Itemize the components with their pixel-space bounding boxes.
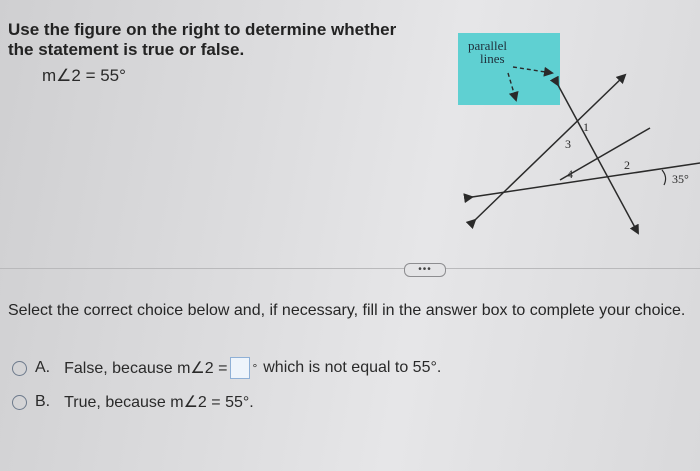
statement-text: m∠2 = 55° bbox=[42, 66, 126, 85]
degree-symbol: ° bbox=[252, 361, 258, 375]
answer-input-box[interactable] bbox=[230, 357, 250, 379]
question-prompt: Use the figure on the right to determine whether the statement is true or false. bbox=[8, 20, 397, 59]
radio-choice-b[interactable] bbox=[12, 395, 27, 410]
more-button[interactable]: ••• bbox=[404, 263, 446, 277]
angle-label-3: 3 bbox=[565, 137, 571, 151]
angle-label-4: 4 bbox=[567, 167, 573, 181]
given-angle-arc bbox=[662, 170, 666, 185]
angle-label-2: 2 bbox=[624, 158, 630, 172]
given-angle-label: 35° bbox=[672, 172, 689, 186]
parallel-label-line1: parallel bbox=[468, 38, 507, 53]
choice-a-text-before: False, because m∠2 = bbox=[64, 360, 228, 377]
angle-label-1: 1 bbox=[583, 120, 589, 134]
choice-b-text: True, because m∠2 = 55°. bbox=[64, 394, 254, 411]
choice-a[interactable] bbox=[12, 357, 441, 379]
parallel-label-line2: lines bbox=[480, 51, 505, 66]
choice-a-text-after: which is not equal to 55°. bbox=[263, 359, 442, 376]
geometry-figure bbox=[450, 25, 700, 250]
choice-b-letter: B. bbox=[35, 393, 51, 410]
choice-a-letter: A. bbox=[35, 359, 51, 376]
instruction-text: Select the correct choice below and, if necessary, fill in the answer box to complete your choice. bbox=[8, 302, 686, 319]
choice-b[interactable] bbox=[12, 392, 254, 412]
section-divider bbox=[0, 268, 700, 269]
radio-choice-a[interactable] bbox=[12, 361, 27, 376]
